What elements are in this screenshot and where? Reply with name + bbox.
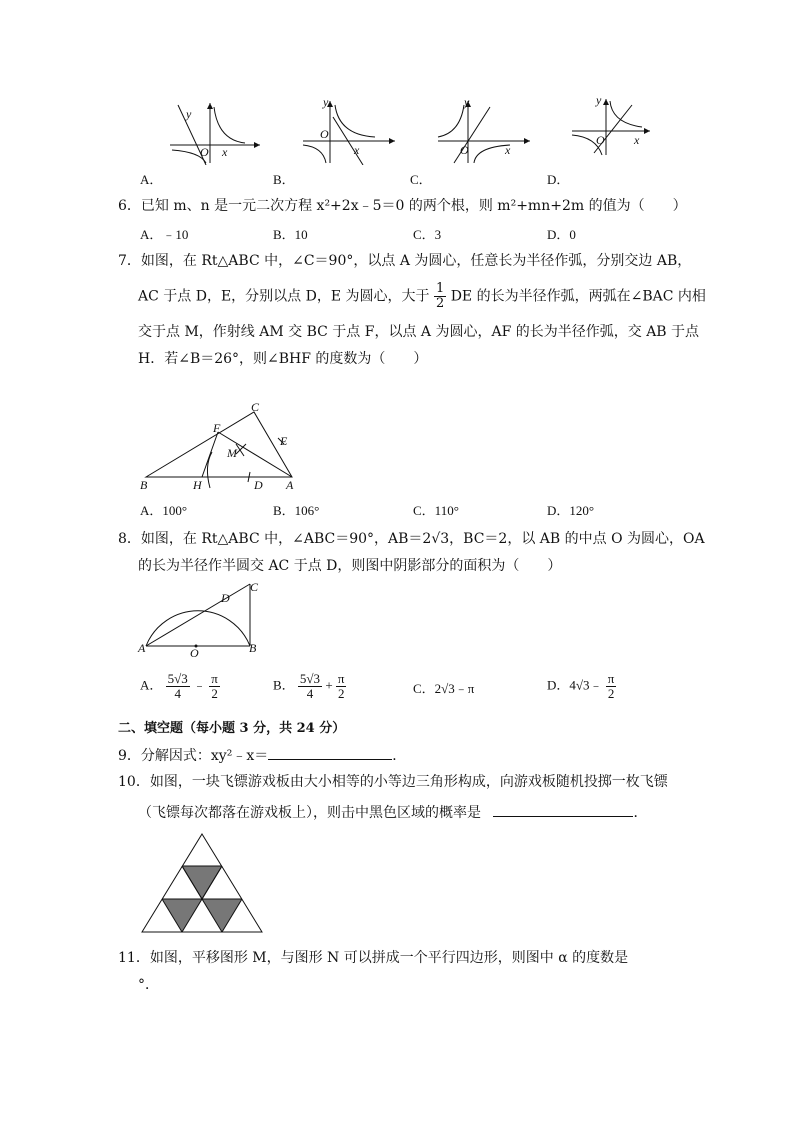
q9-stem: 9．分解因式：xy²﹣x＝ [118, 748, 269, 764]
q8-a-num: 5√3 [167, 671, 188, 686]
q7-frac-num: 1 [435, 281, 445, 296]
dart-black-left [162, 899, 202, 932]
q5-b-o: O [320, 127, 329, 141]
q8-option-a [140, 672, 220, 701]
section-2-title: 二、填空题（每小题 3 分，共 24 分） [118, 721, 346, 736]
q5-graph-a [160, 95, 270, 165]
q8-label-o: O [190, 646, 199, 660]
q8-option-d [547, 672, 616, 701]
q10-line-2-text: （飞镖每次都落在游戏板上），则击中黑色区域的概率是 [138, 805, 481, 821]
q8-b-den: 4 [306, 686, 314, 701]
q5-option-b: B． [273, 172, 295, 187]
q7-option-b: B．106° [273, 503, 320, 518]
q7-option-d: D．120° [547, 503, 595, 518]
q5-graphs [130, 95, 660, 190]
q9-answer-blank[interactable] [268, 745, 392, 760]
q5-a-o: O [200, 145, 209, 159]
q7-figure [138, 398, 303, 494]
q7-label-a: A [286, 478, 294, 492]
q5-a-x: x [222, 145, 228, 159]
q7-label-d: D [254, 478, 263, 492]
q8-a-num2: π [211, 671, 218, 686]
q8-label-c: C [250, 580, 259, 594]
q10-answer-blank[interactable] [493, 802, 633, 817]
q7-line-2 [138, 282, 706, 311]
q8-d-frac [606, 672, 617, 701]
q7-line-3: 交于点 M，作射线 AM 交 BC 于点 F，以点 A 为圆心，AF 的长为半径作弧，交 AB 于点 [138, 324, 700, 340]
q9-end: ． [392, 748, 407, 764]
q7-line-2b: DE 的长为半径作弧，两弧在∠BAC 内相 [450, 288, 706, 305]
q6-option-c: C．3 [413, 227, 442, 242]
q7-label-h: H [193, 478, 202, 492]
q8-a-den: 4 [174, 686, 181, 701]
q7-line-2a: AC 于点 D，E，分别以点 D，E 为圆心，大于 [138, 288, 430, 305]
q8-b-num: 5√3 [299, 671, 321, 686]
q8-label-a: A [138, 641, 146, 655]
q5-c-y: y [464, 95, 470, 109]
q7-label-f: F [213, 421, 221, 435]
q5-option-a: A． [140, 172, 163, 187]
q11-line-1: 11．如图，平移图形 M，与图形 N 可以拼成一个平行四边形，则图中 α 的度数是 [118, 950, 629, 966]
q7-label-b: B [140, 478, 148, 492]
q6-stem: 6．已知 m、n 是一元二次方程 x²+2x﹣5＝0 的两个根，则 m²+mn+2m 的值为（ ） [118, 198, 687, 214]
q5-d-x: x [634, 133, 640, 147]
q8-a-op: ﹣ [193, 677, 207, 693]
q10-line-2 [138, 802, 647, 822]
q8-b-frac-1 [298, 672, 322, 701]
q5-b-y: y [323, 95, 329, 109]
q8-option-b [273, 672, 346, 701]
q10-end: ． [633, 805, 648, 821]
q6-option-b: B．10 [273, 227, 308, 242]
q8-d-den2: 2 [607, 686, 615, 701]
q5-graph-b [295, 95, 405, 165]
q10-dartboard [140, 832, 268, 936]
q5-option-d: D． [547, 172, 570, 187]
q7-label-e: E [280, 434, 288, 448]
q8-line-2: 的长为半径作半圆交 AC 于点 D，则图中阴影部分的面积为（ ） [138, 558, 562, 574]
q8-label-d: D [221, 591, 230, 605]
q5-d-o: O [596, 133, 605, 147]
q5-b-x: x [354, 143, 360, 157]
q8-a-den2: 2 [211, 686, 218, 701]
q6-option-d: D．0 [547, 227, 576, 242]
q8-line-1: 8．如图，在 Rt△ABC 中，∠ABC＝90°，AB＝2√3，BC＝2，以 AB 的中点 O 为圆心，OA [118, 531, 705, 547]
dart-black-right [202, 899, 242, 932]
q5-c-o: O [460, 143, 469, 157]
q8-b-prefix: B． [273, 677, 295, 693]
q8-d-prefix: D．4√3﹣ [547, 677, 603, 693]
q7-line-1: 7．如图，在 Rt△ABC 中，∠C＝90°，以点 A 为圆心，任意长为半径作弧，分别交边 AB， [118, 253, 692, 269]
q8-b-frac-2 [336, 672, 347, 701]
q7-option-c: C．110° [413, 503, 459, 518]
q7-label-c: C [251, 400, 260, 414]
q8-figure [138, 578, 266, 660]
q7-label-m: M [227, 446, 237, 460]
q10-line-1: 10．如图，一块飞镖游戏板由大小相等的小等边三角形构成，向游戏板随机投掷一枚飞镖 [118, 774, 668, 790]
q8-b-num2: π [337, 671, 345, 686]
q5-graph-c [430, 95, 540, 165]
dart-black-top [182, 866, 222, 899]
q7-line-4: H．若∠B＝26°，则∠BHF 的度数为（ ） [138, 351, 428, 367]
q8-a-frac-2 [209, 672, 220, 701]
q8-a-frac-1 [166, 672, 190, 701]
q8-a-prefix: A． [140, 677, 163, 693]
q9-line [118, 745, 406, 765]
q7-frac-den: 2 [435, 296, 445, 311]
q5-option-c: C． [410, 172, 432, 187]
q5-graph-d [570, 95, 660, 165]
q5-a-y: y [186, 107, 192, 121]
q7-fraction [434, 282, 446, 311]
q8-option-c: C．2√3﹣π [413, 681, 475, 696]
q11-line-2: °． [138, 977, 159, 993]
q8-b-den2: 2 [337, 686, 345, 701]
q8-b-op: + [325, 677, 333, 693]
q5-c-x: x [505, 143, 511, 157]
q8-label-b: B [249, 641, 257, 655]
q5-d-y: y [596, 93, 602, 107]
q6-option-a: A．﹣10 [140, 227, 189, 242]
q7-option-a: A．100° [140, 503, 188, 518]
q8-d-num2: π [607, 671, 615, 686]
